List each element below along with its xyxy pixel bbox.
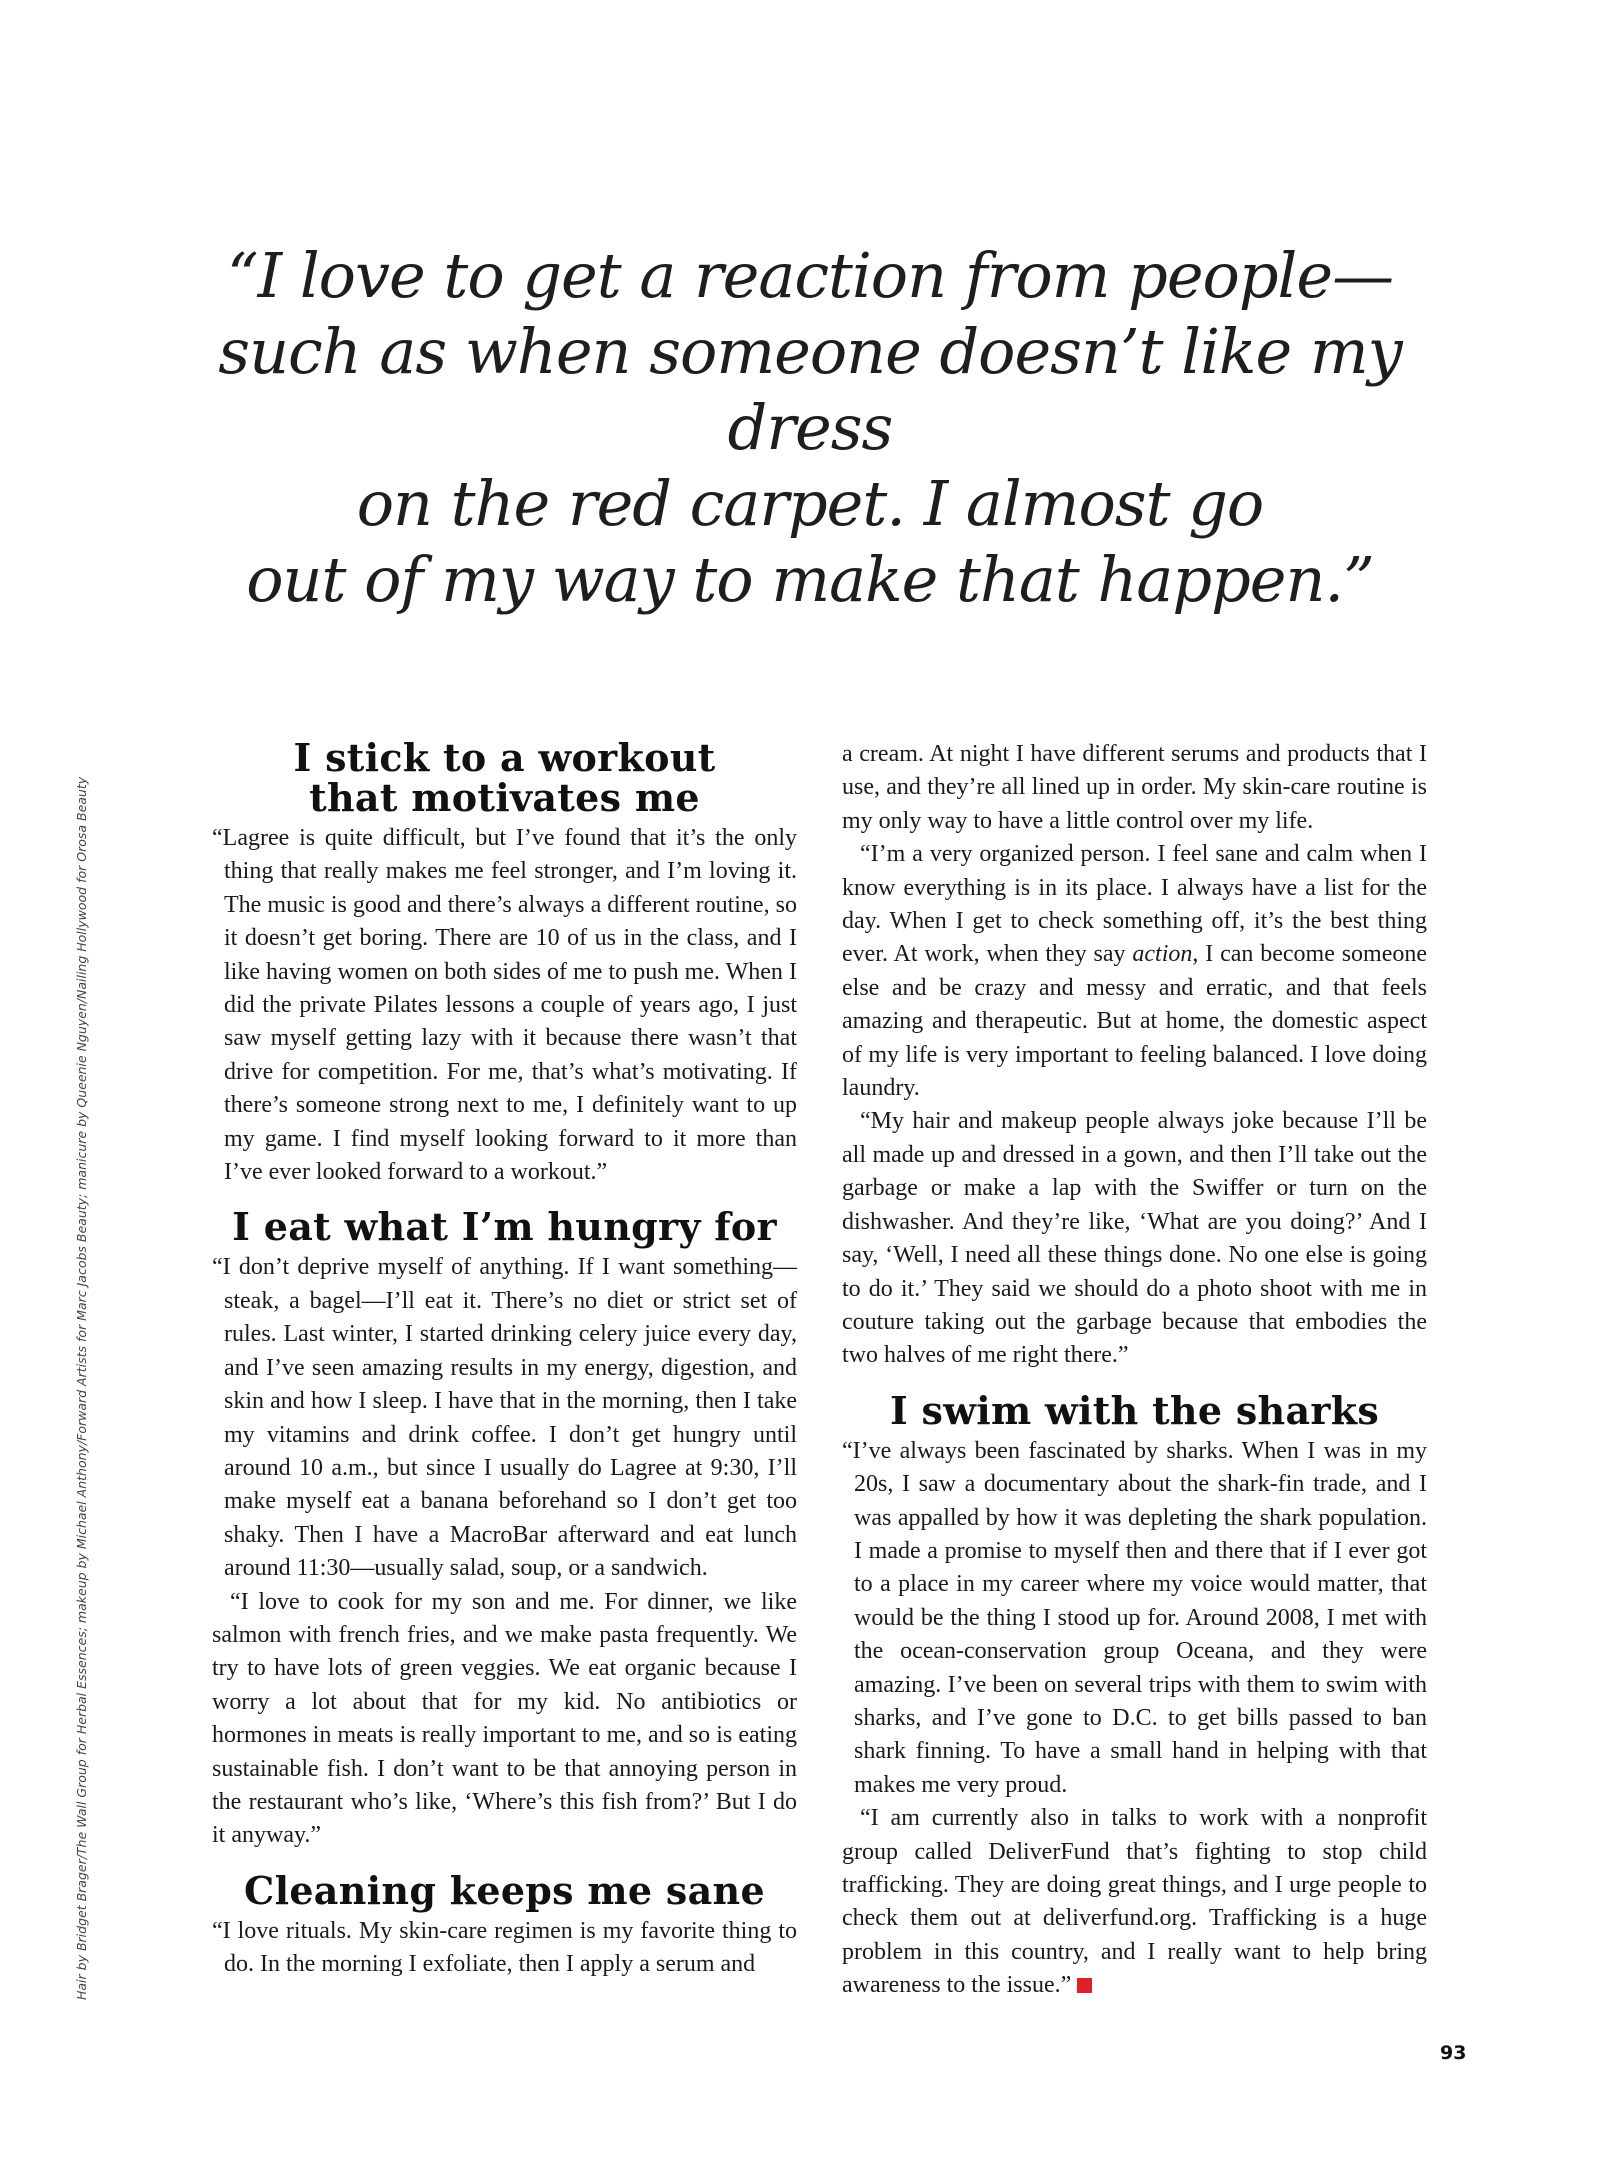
heading-line: I stick to a workout	[293, 735, 716, 780]
paragraph: “I’ve always been fascinated by sharks. When I was in my 20s, I saw a documentary about the shark-fin trade, and I was appalled by how it was depleting the shark population. I made a promise to myself then and there that if I ever got to a place in my career where my voice would matter, that would be the thing I stood up for. Around 2008, I met with the ocean-conservation group Oceana, and they were amazing. I’ve been on several trips with them to swim with sharks, and I’ve gone to D.C. to get bills passed to ban shark finning. To have a small hand in helping with that makes me very proud.	[842, 1437, 1427, 1798]
paragraph	[842, 838, 1427, 1105]
paragraph: “My hair and makeup people always joke because I’ll be all made up and dressed in a gown, and then I’ll take out the garbage or make a lap with the Swiffer or turn on the dishwasher. And they’re like, ‘What are you doing?’ And I say, ‘Well, I need all these things done. No one else is going to do it.’ They said we should do a photo shoot with me in couture taking out the garbage because that embodies the two halves of me right there.”	[842, 1108, 1427, 1369]
pull-quote-line: such as when someone doesn’t like my dress	[218, 315, 1402, 464]
paragraph-text: , I can become someone else and be crazy and messy and erratic, and that feels amazing and therapeutic. But at home, the domestic aspect of my life is very important to feeling balanced. I love doing laundry.	[842, 941, 1428, 1102]
pull-quote-line: on the red carpet. I almost go	[356, 467, 1264, 540]
paragraph-text: “I’m a very organized person. I feel sane and calm when I know everything is in its place. I always have a list for the day. When I get to check something off, it’s the best thing ever. At work, when they say	[842, 841, 1427, 968]
article-column-right	[842, 738, 1427, 2003]
pull-quote	[150, 238, 1470, 618]
article-column-left	[212, 735, 797, 1982]
paragraph-text: “I am currently also in talks to work with a nonprofit group called DeliverFund that’s fighting to stop child trafficking. They are doing great things, and I urge people to check them out at deliverfund.org. Trafficking is a huge problem in this country, and I really want to help bring awareness to the issue.”	[842, 1805, 1427, 1999]
paragraph: “I love rituals. My skin-care regimen is my favorite thing to do. In the morning I exfoliate, then I apply a serum and	[212, 1917, 797, 1978]
pull-quote-line: out of my way to make that happen.”	[246, 543, 1374, 616]
photo-credit: Hair by Bridget Brager/The Wall Group for Herbal Essences; makeup by Michael Anthony/Forward Artists for Marc Jacobs Beauty; manicure by Queenie Nguyen/Nailing Hollywood for Orosa Beauty	[74, 776, 89, 2000]
paragraph: “Lagree is quite difficult, but I’ve found that it’s the only thing that really makes me feel stronger, and I’m loving it. The music is good and there’s always a different routine, so it doesn’t get boring. There are 10 of us in the class, and I like having women on both sides of me to push me. When I did the private Pilates lessons a couple of years ago, I just saw myself getting lazy with it because there wasn’t that drive for competition. For me, that’s what’s motivating. If there’s someone strong next to me, I definitely want to up my game. I find myself looking forward to it more than I’ve ever looked forward to a workout.”	[212, 825, 797, 1186]
end-mark-icon	[1077, 1978, 1092, 1993]
pull-quote-line: “I love to get a reaction from people—	[226, 239, 1394, 312]
section-heading-workout	[212, 735, 797, 820]
section-heading-cleaning: Cleaning keeps me sane	[244, 1867, 765, 1913]
italic-word: action	[1132, 941, 1193, 968]
paragraph	[842, 1802, 1427, 2002]
page-number: 93	[1440, 2042, 1467, 2064]
heading-line: that motivates me	[309, 775, 700, 820]
paragraph: “I don’t deprive myself of anything. If I want something—steak, a bagel—I’ll eat it. There’s no diet or strict set of rules. Last winter, I started drinking celery juice every day, and I’ve seen amazing results in my energy, digestion, and skin and how I sleep. I have that in the morning, then I take my vitamins and drink coffee. I don’t get hungry until around 10 a.m., but since I usually do Lagree at 9:30, I’ll make myself eat a banana beforehand so I don’t get too shaky. Then I have a MacroBar afterward and eat lunch around 11:30—usually salad, soup, or a sandwich.	[212, 1254, 797, 1582]
section-heading-eat: I eat what I’m hungry for	[232, 1204, 777, 1250]
section-heading-sharks: I swim with the sharks	[889, 1387, 1380, 1433]
paragraph: a cream. At night I have different serums and products that I use, and they’re all lined up in order. My skin-care routine is my only way to have a little control over my life.	[842, 741, 1427, 834]
paragraph: “I love to cook for my son and me. For dinner, we like salmon with french fries, and we make pasta frequently. We try to have lots of green veggies. We eat organic because I worry a lot about that for my kid. No antibiotics or hormones in meats is really important to me, and so is eating sustainable fish. I don’t want to be that annoying person in the restaurant who’s like, ‘Where’s this fish from?’ But I do it anyway.”	[212, 1588, 797, 1849]
